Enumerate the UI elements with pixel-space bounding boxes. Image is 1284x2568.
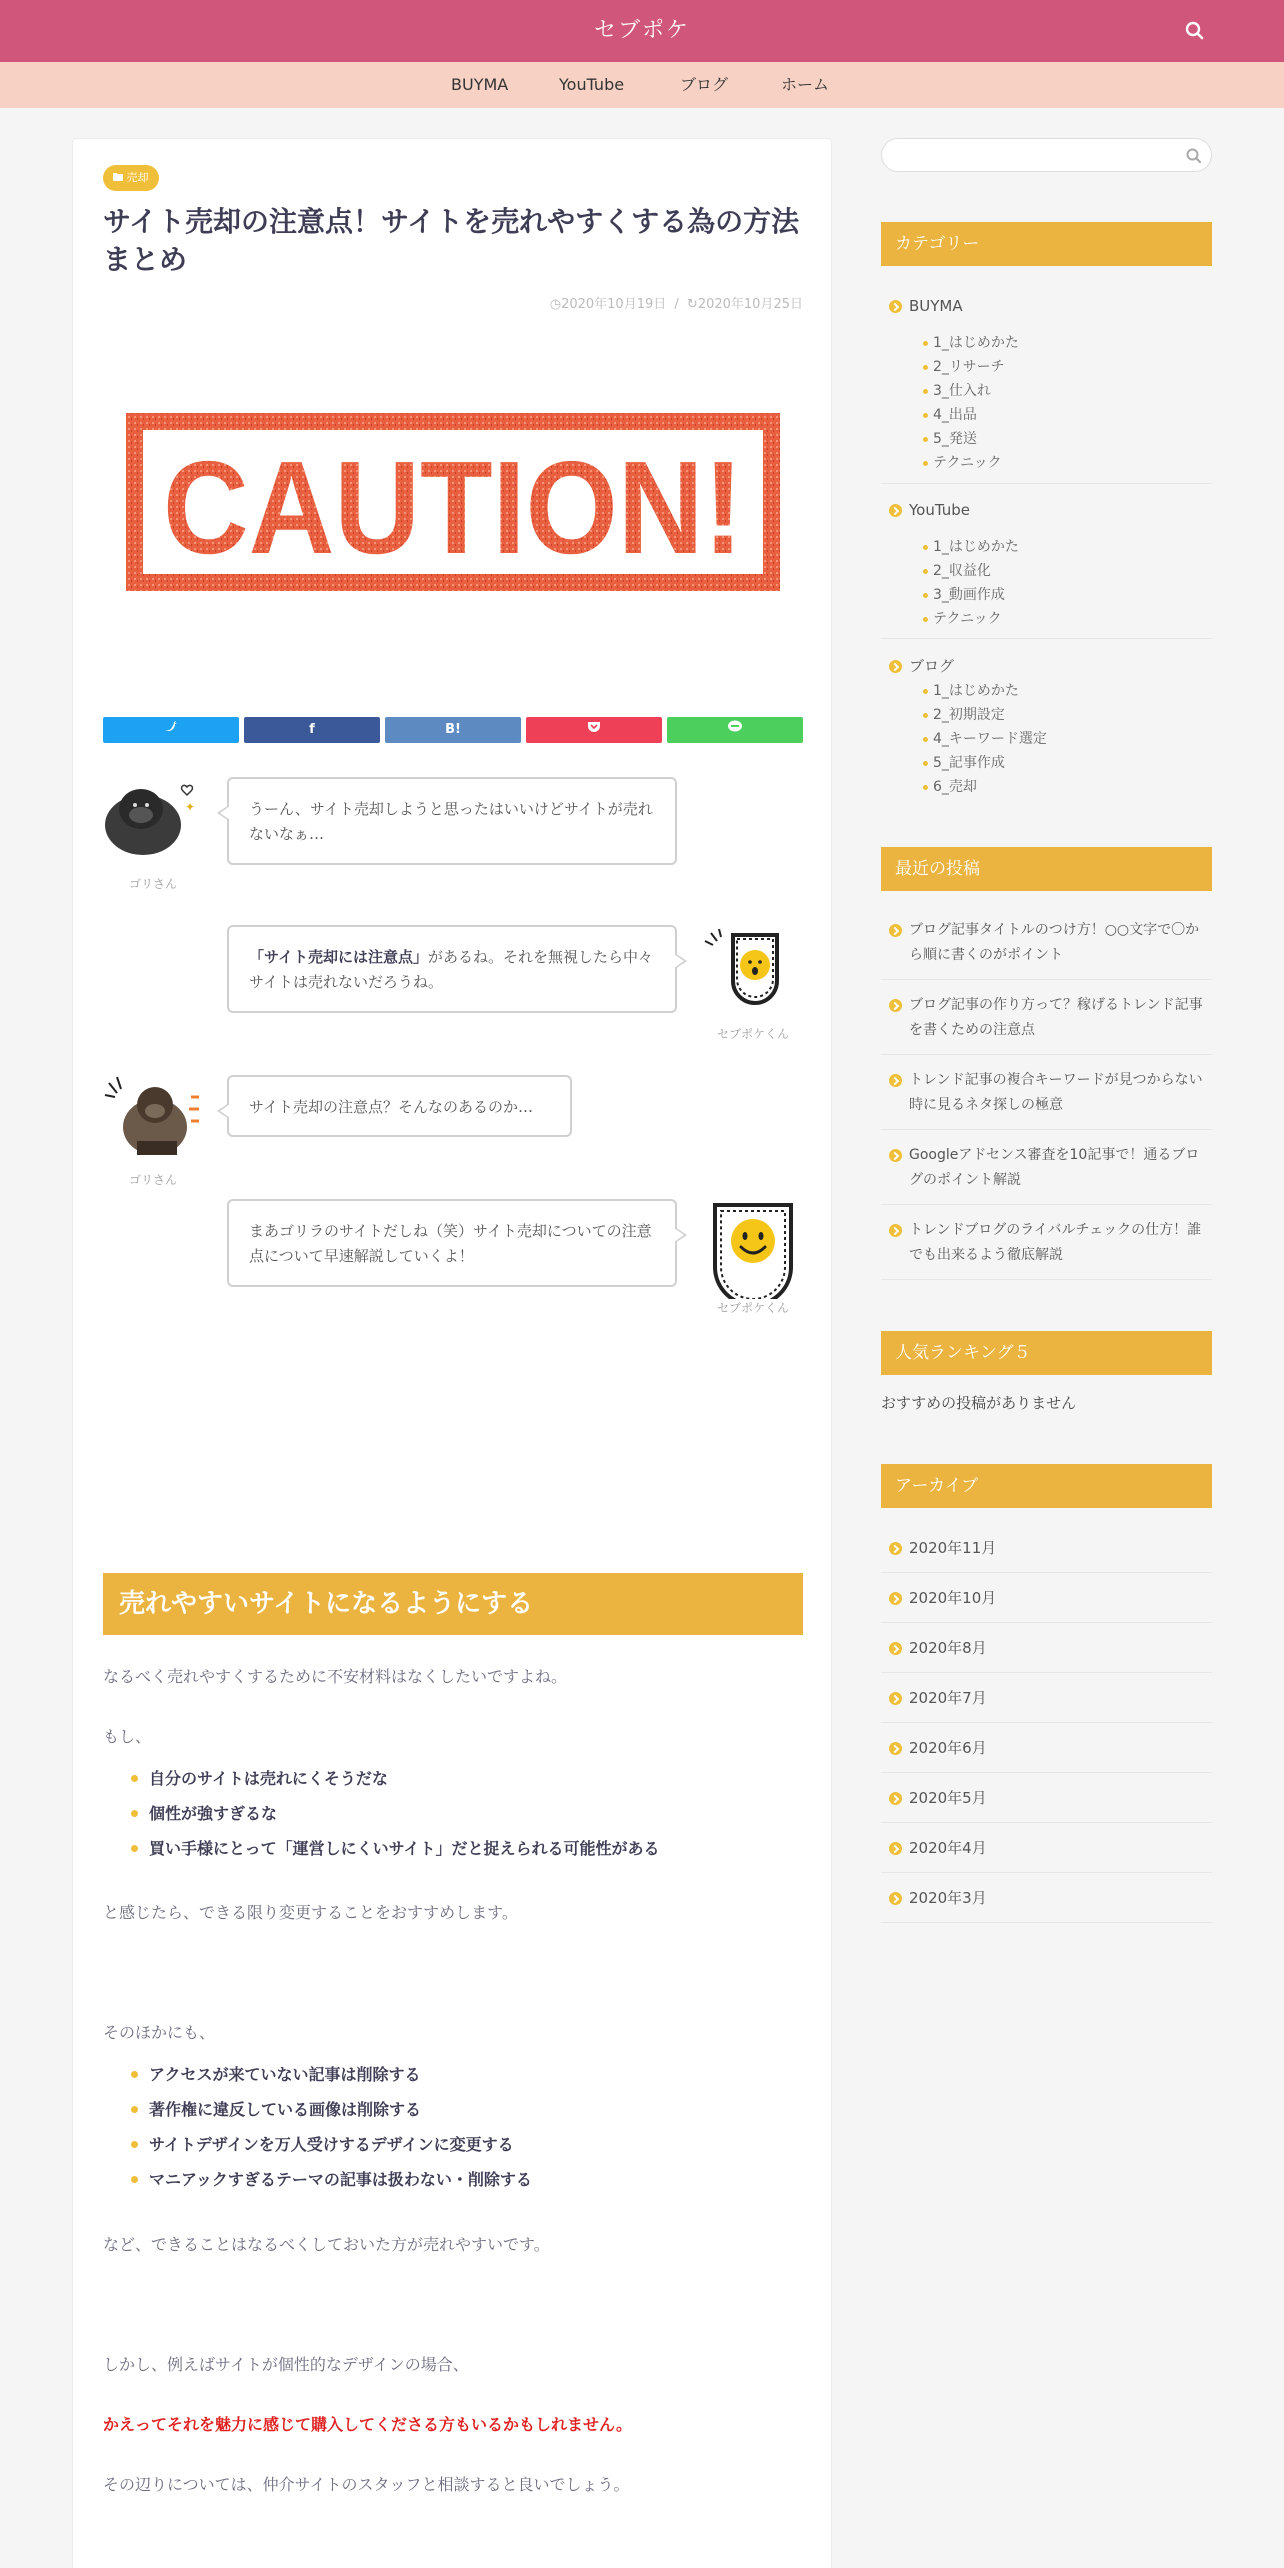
list-item: 著作権に違反している画像は削除する <box>103 2092 803 2127</box>
chevron-right-icon <box>889 999 902 1012</box>
archive-link[interactable] <box>881 1786 1212 1810</box>
highlight-paragraph: かえってそれを魅力に感じて購入してくださる方もいるかもしれません。 <box>103 2415 632 2434</box>
page-title: サイト売却の注意点！サイトを売れやすくする為の方法まとめ <box>103 205 800 276</box>
subcategory-item[interactable]: 5_記事作成 <box>923 751 1005 775</box>
list-item: 個性が強すぎるな <box>103 1796 803 1831</box>
bubble-text: があるね。それを無視したら中々サイトは売れないだろうね。 <box>249 948 653 991</box>
bullet-list <box>103 1761 803 1866</box>
recent-post-title: ブログ記事タイトルのつけ方！○○文字で〇から順に書くのがポイント <box>909 922 1200 963</box>
recent-post-title: トレンドブログのライバルチェックの仕方！誰でも出来るよう徹底解説 <box>909 1222 1202 1263</box>
recent-post-link[interactable] <box>881 993 1212 1043</box>
paragraph: なるべく売れやすくするために不安材料はなくしたいですよね。 <box>103 1667 568 1686</box>
chevron-right-icon <box>889 1074 902 1087</box>
chevron-right-icon <box>889 1592 902 1605</box>
updated-date: 2020年10月25日 <box>697 297 803 312</box>
subcategory-item[interactable]: 1_はじめかた <box>923 535 1019 559</box>
category-label: YouTube <box>909 501 970 519</box>
divider <box>881 1822 1212 1823</box>
site-title[interactable]: セブポケ <box>593 18 690 43</box>
divider <box>881 483 1212 484</box>
chevron-right-icon <box>889 1642 902 1655</box>
category-buyma[interactable] <box>881 294 1212 318</box>
divider <box>881 1722 1212 1723</box>
list-item: 買い手様にとって「運営しにくいサイト」だと捉えられる可能性がある <box>103 1831 803 1866</box>
archive-label: 2020年11月 <box>909 1539 997 1557</box>
caution-text: CAUTION! <box>163 434 743 581</box>
search-icon[interactable] <box>1185 147 1203 165</box>
chevron-right-icon <box>889 1842 902 1855</box>
paragraph: しかし、例えばサイトが個性的なデザインの場合、 <box>103 2355 469 2374</box>
widget-title-ranking: 人気ランキング５ <box>881 1331 1212 1375</box>
chevron-right-icon <box>889 1149 902 1162</box>
nav-item-buyma[interactable]: BUYMA <box>451 75 509 94</box>
paragraph: もし、 <box>103 1727 152 1746</box>
nav-item-youtube[interactable]: YouTube <box>559 75 625 94</box>
subcategory-item[interactable]: 3_仕入れ <box>923 379 991 403</box>
recent-post-link[interactable] <box>881 1143 1212 1193</box>
list-item: マニアックすぎるテーマの記事は扱わない・削除する <box>103 2162 803 2197</box>
chevron-right-icon <box>889 1692 902 1705</box>
recent-post-title: トレンド記事の複合キーワードが見つからない時に見るネタ探しの極意 <box>909 1072 1203 1113</box>
subcategory-item[interactable]: 4_キーワード選定 <box>923 727 1047 751</box>
global-nav <box>0 62 1284 108</box>
ranking-empty-text: おすすめの投稿がありません <box>881 1394 1077 1412</box>
divider <box>881 638 1212 639</box>
bubble-emphasis: 「サイト売却には注意点」 <box>249 948 428 966</box>
share-facebook-button[interactable] <box>244 717 380 743</box>
speech-bubble <box>227 925 677 1013</box>
widget-title-recent: 最近の投稿 <box>881 847 1212 891</box>
speaker-name: セブポケくん <box>716 1027 789 1041</box>
twitter-icon <box>164 721 178 733</box>
category-label: 売却 <box>126 171 149 184</box>
pocket-icon <box>587 721 601 733</box>
category-badge[interactable] <box>103 165 159 191</box>
paragraph: など、できることはなるべくしておいた方が売れやすいです。 <box>103 2235 550 2254</box>
subcategory-item[interactable]: テクニック <box>923 607 1002 631</box>
chevron-right-icon <box>889 504 902 517</box>
divider <box>881 1279 1212 1280</box>
archive-label: 2020年10月 <box>909 1589 997 1607</box>
divider <box>881 979 1212 980</box>
archive-link[interactable] <box>881 1836 1212 1860</box>
chevron-right-icon <box>889 1792 902 1805</box>
recent-post-title: ブログ記事の作り方って？稼げるトレンド記事を書くための注意点 <box>909 997 1203 1038</box>
share-pocket-button[interactable] <box>526 717 662 743</box>
archive-link[interactable] <box>881 1886 1212 1910</box>
folder-icon <box>113 172 123 182</box>
archive-label: 2020年8月 <box>909 1639 987 1657</box>
nav-item-blog[interactable]: ブログ <box>680 75 729 94</box>
avatar-sebupoke-surprised <box>703 929 803 1009</box>
chevron-right-icon <box>889 1742 902 1755</box>
share-twitter-button[interactable] <box>103 717 239 743</box>
widget-title-archive: アーカイブ <box>881 1464 1212 1508</box>
category-youtube[interactable] <box>881 498 1212 522</box>
avatar-gorilla-sitting <box>103 1075 203 1155</box>
recent-post-link[interactable] <box>881 1068 1212 1118</box>
bullet-list <box>103 2057 803 2197</box>
archive-link[interactable] <box>881 1686 1212 1710</box>
archive-label: 2020年5月 <box>909 1789 987 1807</box>
subcategory-item[interactable]: 6_売却 <box>923 775 977 799</box>
avatar-sebupoke-smile <box>703 1199 803 1279</box>
subcategory-item[interactable]: 1_はじめかた <box>923 331 1019 355</box>
section-heading: 売れやすいサイトになるようにする <box>103 1573 803 1635</box>
search-icon[interactable] <box>1180 16 1210 46</box>
archive-label: 2020年3月 <box>909 1889 987 1907</box>
archive-link[interactable] <box>881 1586 1212 1610</box>
divider <box>881 1772 1212 1773</box>
divider <box>881 1129 1212 1130</box>
archive-link[interactable] <box>881 1636 1212 1660</box>
line-icon <box>727 720 743 733</box>
subcategory-item[interactable]: 1_はじめかた <box>923 679 1019 703</box>
chevron-right-icon <box>889 924 902 937</box>
svg-text:✦: ✦ <box>185 800 196 814</box>
subcategory-item[interactable]: 4_出品 <box>923 403 977 427</box>
chevron-right-icon <box>889 1224 902 1237</box>
archive-label: 2020年6月 <box>909 1739 987 1757</box>
archive-link[interactable] <box>881 1536 1212 1560</box>
recent-post-title: Googleアドセンス審査を10記事で！通るブログのポイント解説 <box>909 1147 1200 1188</box>
subcategory-item[interactable]: 3_動画作成 <box>923 583 1005 607</box>
divider <box>881 1054 1212 1055</box>
clock-icon: ◷ <box>549 297 562 312</box>
published-date: 2020年10月19日 <box>561 297 667 312</box>
post-dates <box>103 293 803 312</box>
list-item: 自分のサイトは売れにくそうだな <box>103 1761 803 1796</box>
share-hatena-button[interactable] <box>385 717 521 743</box>
paragraph: その辺りについては、仲介サイトのスタッフと相談すると良いでしょう。 <box>103 2475 630 2494</box>
speech-bubble: サイト売却の注意点？そんなのあるのか… <box>227 1075 572 1137</box>
list-item: アクセスが来ていない記事は削除する <box>103 2057 803 2092</box>
divider <box>881 1672 1212 1673</box>
refresh-icon: ↻ <box>686 297 698 312</box>
avatar-gorilla <box>103 775 203 855</box>
date-separator: / <box>674 297 679 312</box>
subcategory-item[interactable]: テクニック <box>923 451 1002 475</box>
chevron-right-icon <box>889 660 902 673</box>
speaker-name: ゴリさん <box>128 1173 177 1187</box>
category-label: BUYMA <box>909 297 963 315</box>
speaker-name: ゴリさん <box>128 877 177 891</box>
category-blog[interactable] <box>881 654 1212 678</box>
divider <box>881 1872 1212 1873</box>
list-item: サイトデザインを万人受けするデザインに変更する <box>103 2127 803 2162</box>
archive-label: 2020年4月 <box>909 1839 987 1857</box>
recent-post-link[interactable] <box>881 1218 1212 1268</box>
divider <box>881 1204 1212 1205</box>
subcategory-item[interactable]: 5_発送 <box>923 427 977 451</box>
widget-title-categories: カテゴリー <box>881 222 1212 266</box>
eyecatch-image <box>103 331 803 681</box>
hatena-icon: B! <box>445 722 461 737</box>
subcategory-item[interactable]: 2_リサーチ <box>923 355 1005 379</box>
speaker-name: セブポケくん <box>716 1301 789 1315</box>
divider <box>881 1622 1212 1623</box>
speech-bubble: まあゴリラのサイトだしね（笑）サイト売却についての注意点について早速解説していくよ！ <box>227 1199 677 1287</box>
recent-post-link[interactable] <box>881 918 1212 968</box>
sidebar-search-input[interactable] <box>881 138 1212 172</box>
nav-item-home[interactable]: ホーム <box>781 75 830 94</box>
chevron-right-icon <box>889 300 902 313</box>
subcategory-item[interactable]: 2_収益化 <box>923 559 991 583</box>
site-header <box>0 0 1284 62</box>
subcategory-item[interactable]: 2_初期設定 <box>923 703 1005 727</box>
share-line-button[interactable] <box>667 717 803 743</box>
paragraph: そのほかにも、 <box>103 2023 216 2042</box>
chevron-right-icon <box>889 1542 902 1555</box>
speech-bubble: うーん、サイト売却しようと思ったはいいけどサイトが売れないなぁ… <box>227 777 677 865</box>
archive-link[interactable] <box>881 1736 1212 1760</box>
chevron-right-icon <box>889 1892 902 1905</box>
facebook-icon: f <box>309 722 315 737</box>
article <box>72 138 832 2568</box>
divider <box>881 1922 1212 1923</box>
divider <box>881 1572 1212 1573</box>
category-label: ブログ <box>909 657 955 675</box>
archive-label: 2020年7月 <box>909 1689 987 1707</box>
paragraph: と感じたら、できる限り変更することをおすすめします。 <box>103 1903 518 1922</box>
